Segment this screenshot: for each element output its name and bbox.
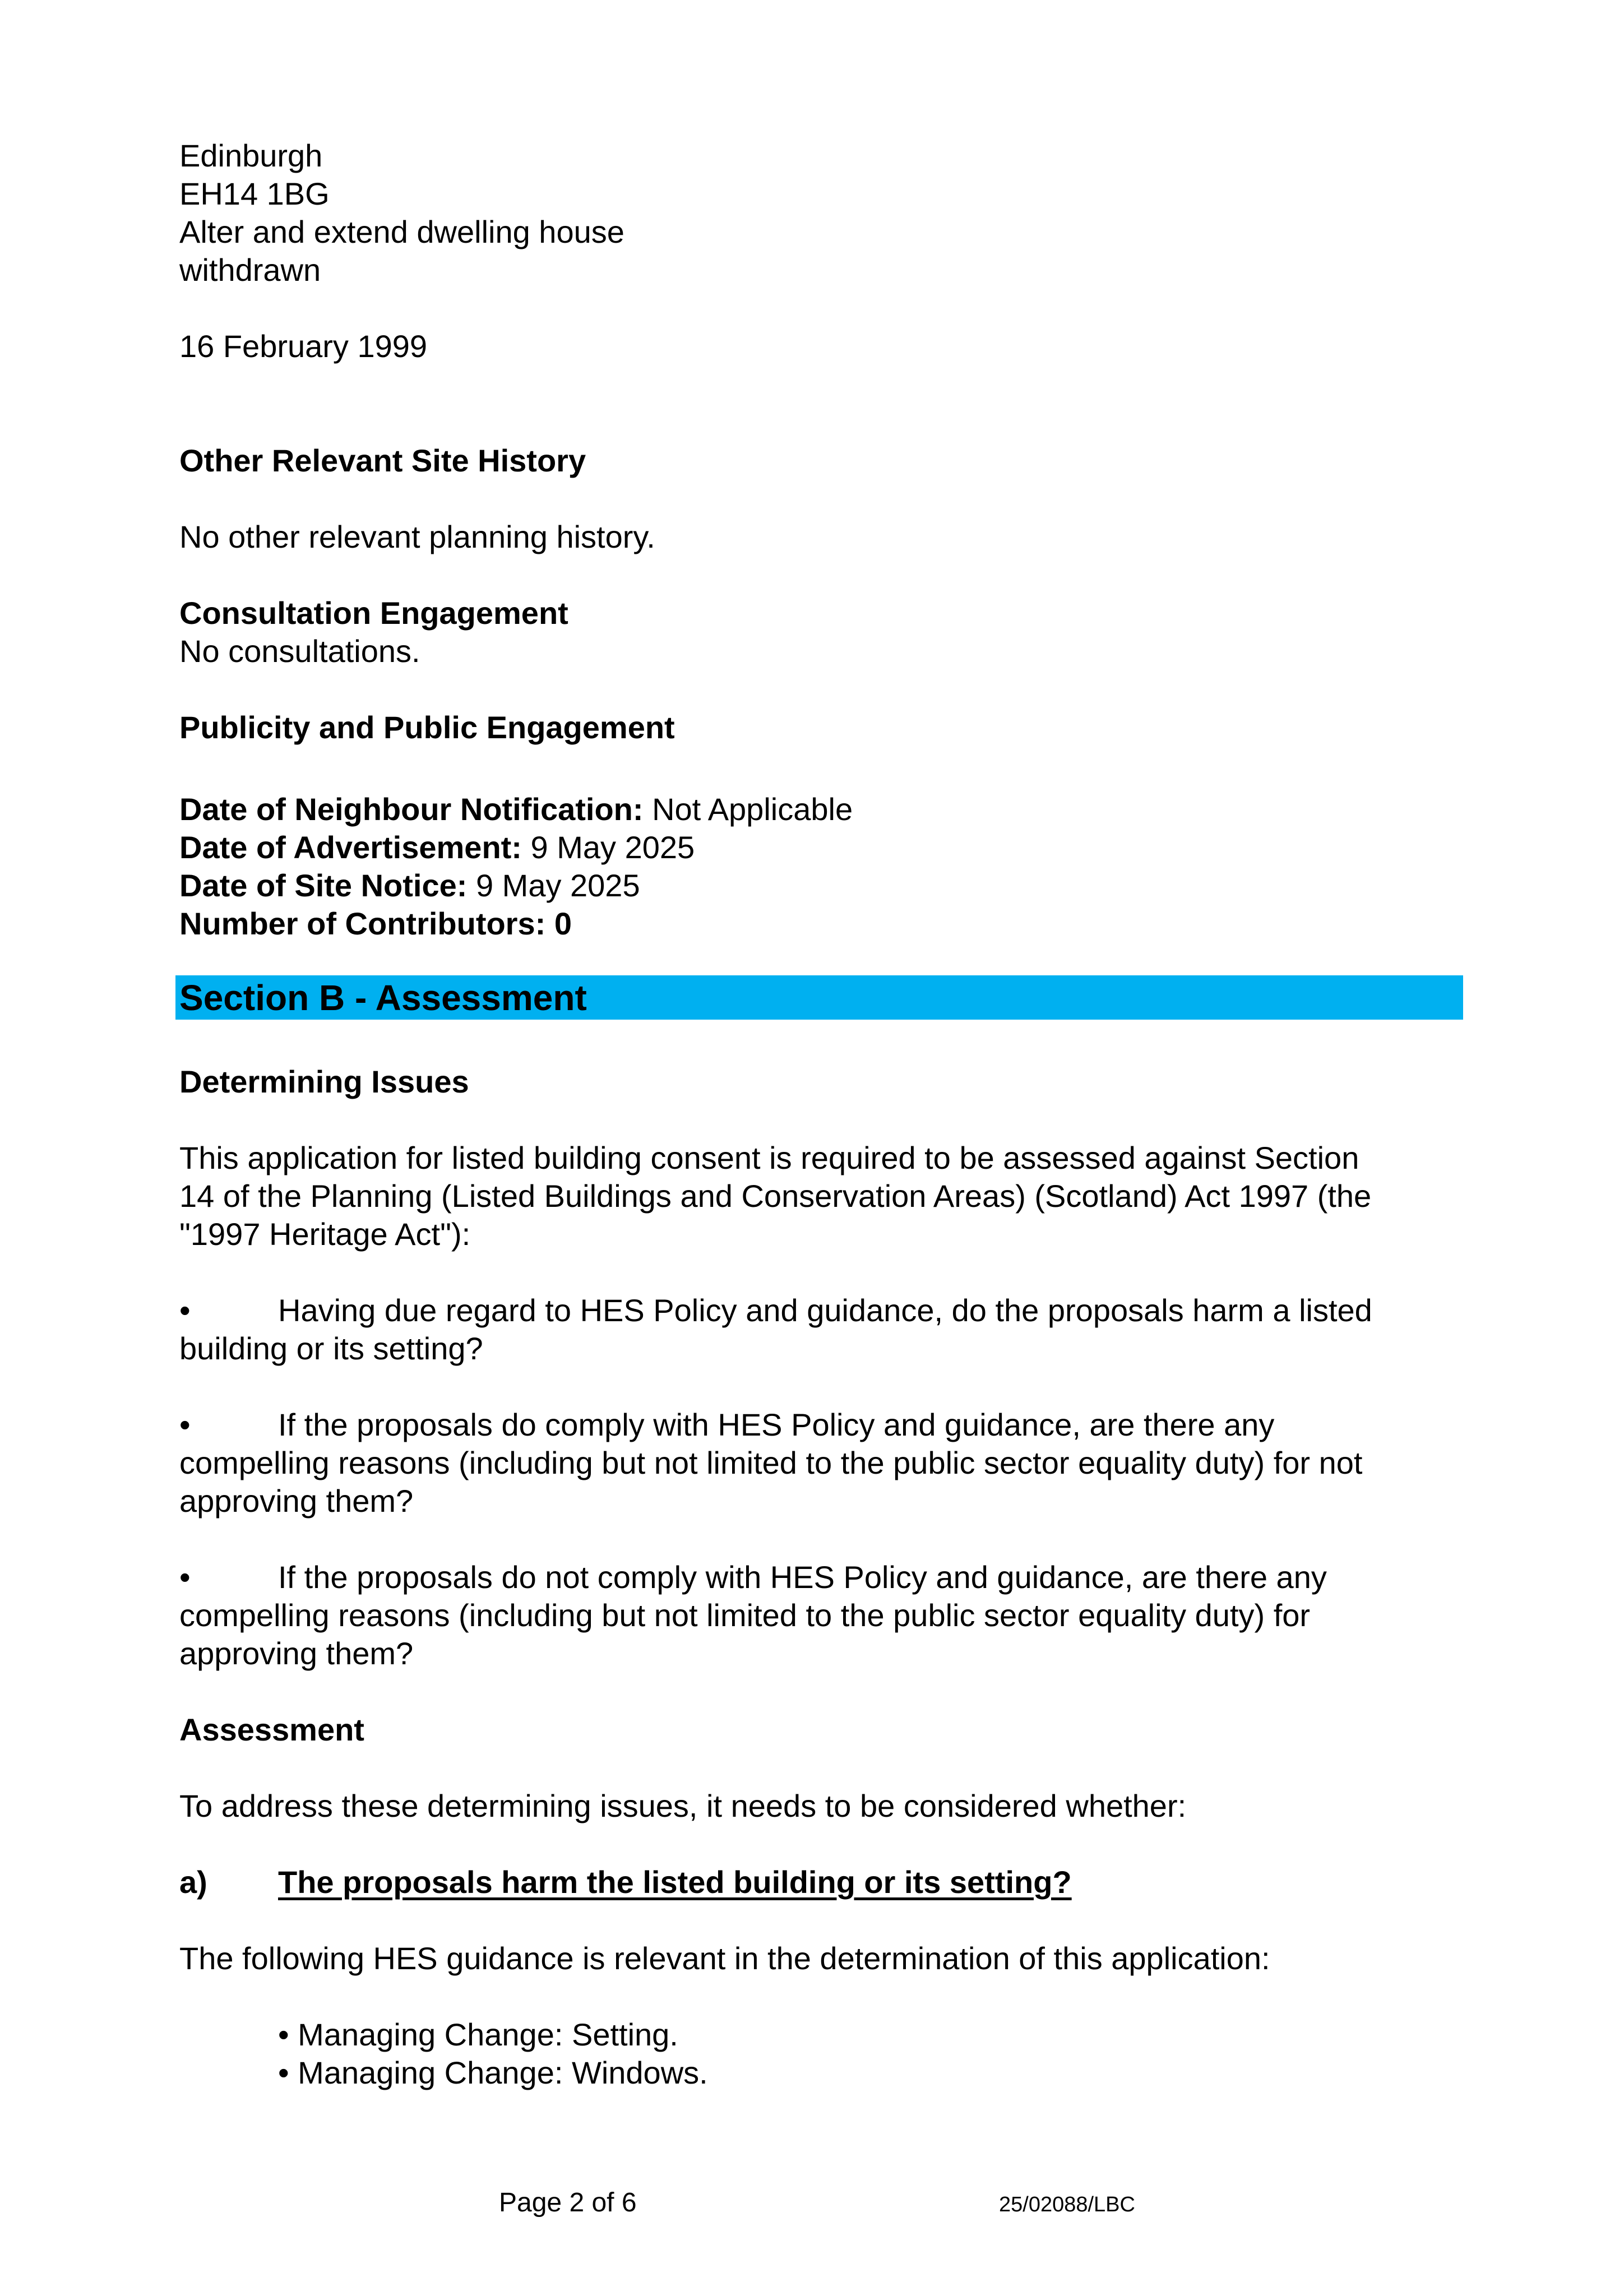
address-line-city: Edinburgh bbox=[179, 138, 323, 173]
site-notice-date-value: 9 May 2025 bbox=[467, 868, 640, 903]
guidance-item-windows: • Managing Change: Windows. bbox=[278, 2055, 708, 2090]
neighbour-notification-value: Not Applicable bbox=[643, 791, 853, 827]
determining-intro-line-2: 14 of the Planning (Listed Buildings and Conservation Areas) (Scotland) Act 1997 (the bbox=[179, 1178, 1372, 1214]
bullet-2-line-1: If the proposals do comply with HES Policy and guidance, are there any bbox=[278, 1407, 1275, 1442]
guidance-intro: The following HES guidance is relevant in the determination of this application: bbox=[179, 1941, 1270, 1976]
address-status: withdrawn bbox=[179, 252, 321, 288]
advertisement-date-label: Date of Advertisement: bbox=[179, 830, 522, 865]
bullet-3-line-3: approving them? bbox=[179, 1636, 414, 1671]
determining-issues-heading: Determining Issues bbox=[179, 1064, 469, 1099]
guidance-item-setting: • Managing Change: Setting. bbox=[278, 2017, 678, 2052]
assessment-heading: Assessment bbox=[179, 1712, 364, 1747]
contributors-count: Number of Contributors: 0 bbox=[179, 906, 572, 941]
bullet-2-line-3: approving them? bbox=[179, 1483, 414, 1519]
determining-intro-line-3: "1997 Heritage Act"): bbox=[179, 1216, 471, 1252]
determining-intro-line-1: This application for listed building consent is required to be assessed against Section bbox=[179, 1140, 1359, 1175]
address-line-postcode: EH14 1BG bbox=[179, 176, 330, 211]
bullet-2-marker: • bbox=[179, 1407, 191, 1442]
site-history-heading: Other Relevant Site History bbox=[179, 443, 586, 478]
bullet-3-marker: • bbox=[179, 1559, 191, 1595]
consultation-heading: Consultation Engagement bbox=[179, 595, 568, 631]
site-notice-date bbox=[179, 867, 640, 905]
page-number: Page 2 of 6 bbox=[499, 2188, 637, 2218]
advertisement-date bbox=[179, 828, 695, 867]
application-reference: 25/02088/LBC bbox=[999, 2193, 1135, 2216]
bullet-2-line-2: compelling reasons (including but not limited to the public sector equality duty) for not bbox=[179, 1445, 1363, 1480]
bullet-3-line-1: If the proposals do not comply with HES Policy and guidance, are there any bbox=[278, 1559, 1327, 1595]
site-history-text: No other relevant planning history. bbox=[179, 519, 655, 554]
section-b-title: Section B - Assessment bbox=[179, 978, 587, 1018]
bullet-3-line-2: compelling reasons (including but not limited to the public sector equality duty) for bbox=[179, 1598, 1311, 1633]
bullet-1-line-1: Having due regard to HES Policy and guidance, do the proposals harm a listed bbox=[278, 1293, 1372, 1328]
neighbour-notification-label: Date of Neighbour Notification: bbox=[179, 791, 644, 827]
bullet-1-line-2: building or its setting? bbox=[179, 1331, 483, 1366]
advertisement-date-value: 9 May 2025 bbox=[521, 830, 695, 865]
neighbour-notification bbox=[179, 790, 853, 828]
assessment-item-title: The proposals harm the listed building or its setting? bbox=[278, 1864, 1072, 1900]
consultation-text: No consultations. bbox=[179, 633, 420, 669]
publicity-heading: Publicity and Public Engagement bbox=[179, 710, 675, 745]
address-proposal: Alter and extend dwelling house bbox=[179, 214, 624, 249]
site-notice-date-label: Date of Site Notice: bbox=[179, 868, 468, 903]
address-date: 16 February 1999 bbox=[179, 328, 428, 364]
assessment-intro: To address these determining issues, it needs to be considered whether: bbox=[179, 1788, 1187, 1823]
bullet-1-marker: • bbox=[179, 1293, 191, 1328]
assessment-item-letter: a) bbox=[179, 1864, 207, 1900]
